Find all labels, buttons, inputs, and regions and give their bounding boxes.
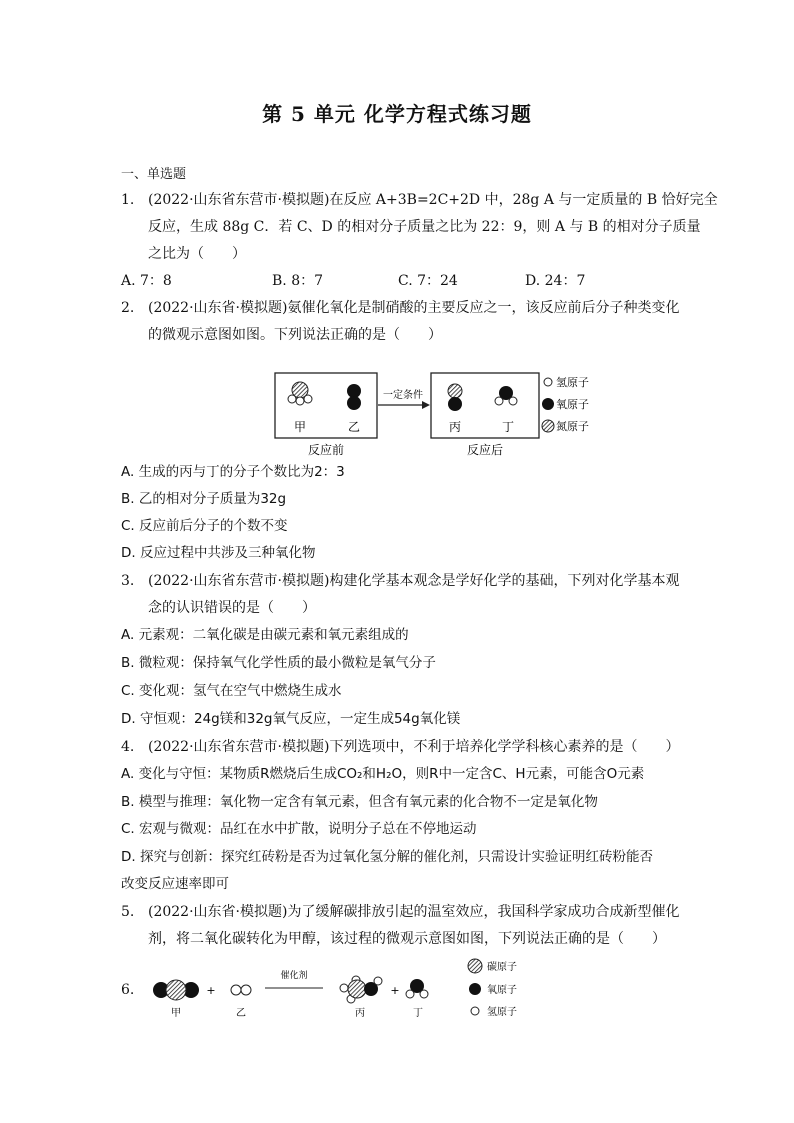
option-c[interactable]: C. 变化观：氢气在空气中燃烧生成水 [121, 683, 342, 699]
option-d-continued: 改变反应速率即可 [121, 876, 229, 892]
label-jia: 甲 [293, 420, 307, 434]
question-number: 1. [121, 192, 135, 208]
svg-text:甲: 甲 [171, 1008, 181, 1019]
option-d[interactable]: D. 24：7 [525, 273, 586, 289]
co2-molecule [153, 980, 199, 1000]
nh3-molecule [288, 382, 312, 405]
option-b[interactable]: B. 8：7 [272, 273, 324, 289]
no-molecule [448, 384, 462, 411]
question-text: 念的认识错误的是（ ） [148, 600, 316, 616]
svg-text:+: + [390, 984, 400, 997]
question-number: 6. [121, 982, 135, 998]
question-number: 4. [121, 739, 135, 755]
question-text: 的微观示意图如图。下列说法正确的是（ ） [148, 327, 442, 343]
label-yi: 乙 [347, 420, 361, 434]
o2-molecule [347, 384, 361, 410]
option-b[interactable]: B. 模型与推理：氧化物一定含有氧元素，但含有氧元素的化合物不一定是氧化物 [121, 794, 598, 810]
question-text: (2022·山东省·模拟题)为了缓解碳排放引起的温室效应，我国科学家成功合成新型催化 [148, 904, 680, 920]
before-box [275, 373, 377, 438]
svg-text:+: + [206, 984, 216, 997]
after-box [431, 373, 539, 438]
question-text: (2022·山东省东营市·模拟题)构建化学基本观念是学好化学的基础，下列对化学基本观 [148, 573, 680, 589]
option-d[interactable]: D. 反应过程中共涉及三种氧化物 [121, 545, 316, 561]
svg-text:乙: 乙 [236, 1008, 246, 1019]
page-title: 第 5 单元 化学方程式练习题 [262, 102, 532, 126]
option-a[interactable]: A. 生成的丙与丁的分子个数比为2：3 [121, 464, 345, 480]
question-text: 反应，生成 88g C．若 C、D 的相对分子质量之比为 22：9，则 A 与 B 的相对分子质量 [148, 219, 701, 235]
option-c[interactable]: C. 宏观与微观：品红在水中扩散，说明分子总在不停地运动 [121, 821, 477, 837]
section-heading: 一、单选题 [121, 167, 187, 182]
question-number: 3. [121, 573, 135, 589]
ch3oh-molecule [340, 976, 382, 1003]
h2-molecule [231, 985, 251, 995]
caption-after: 反应后 [466, 443, 504, 457]
svg-text:碳原子: 碳原子 [487, 962, 517, 973]
h2o-molecule [495, 386, 517, 405]
option-a[interactable]: A. 7：8 [121, 273, 172, 289]
legend-h: 氢原子 [556, 376, 589, 389]
legend-n: 氮原子 [556, 420, 589, 433]
svg-text:氧原子: 氧原子 [487, 985, 517, 996]
svg-text:丁: 丁 [413, 1008, 423, 1019]
question-text: 剂，将二氧化碳转化为甲醇，该过程的微观示意图如图，下列说法正确的是（ ） [148, 931, 666, 947]
option-c[interactable]: C. 7：24 [398, 273, 458, 289]
legend-o: 氧原子 [556, 398, 589, 411]
question-text: (2022·山东省·模拟题)氨催化氧化是制硝酸的主要反应之一，该反应前后分子种类变化 [148, 300, 680, 316]
label-bing: 丙 [448, 420, 462, 434]
question-number: 2. [121, 300, 135, 316]
option-d[interactable]: D. 守恒观：24g镁和32g氧气反应，一定生成54g氧化镁 [121, 711, 461, 727]
option-c[interactable]: C. 反应前后分子的个数不变 [121, 518, 288, 534]
h2o-molecule [406, 979, 428, 998]
catalyst-label: 催化剂 [280, 971, 308, 981]
question-number: 5. [121, 904, 135, 920]
methanol-diagram [145, 958, 545, 1022]
label-ding: 丁 [501, 420, 515, 434]
arrow-label: 一定条件 [383, 390, 423, 401]
option-b[interactable]: B. 乙的相对分子质量为32g [121, 491, 287, 507]
reaction-diagram [270, 368, 640, 460]
option-a[interactable]: A. 变化与守恒：某物质R燃烧后生成CO₂和H₂O，则R中一定含C、H元素，可能含O元素 [121, 766, 645, 782]
question-text: (2022·山东省东营市·模拟题)在反应 A+3B=2C+2D 中，28g A 与一定质量的 B 恰好完全 [148, 192, 718, 208]
option-a[interactable]: A. 元素观：二氧化碳是由碳元素和氧元素组成的 [121, 627, 409, 643]
svg-text:丙: 丙 [355, 1008, 365, 1019]
option-d[interactable]: D. 探究与创新：探究红砖粉是否为过氧化氢分解的催化剂，只需设计实验证明红砖粉能否 [121, 849, 653, 865]
svg-text:氢原子: 氢原子 [487, 1007, 517, 1018]
option-b[interactable]: B. 微粒观：保持氧气化学性质的最小微粒是氧气分子 [121, 655, 436, 671]
question-text: 之比为（ ） [148, 246, 246, 262]
caption-before: 反应前 [307, 443, 345, 457]
question-text: (2022·山东省东营市·模拟题)下列选项中，不利于培养化学学科核心素养的是（ ） [148, 739, 680, 755]
